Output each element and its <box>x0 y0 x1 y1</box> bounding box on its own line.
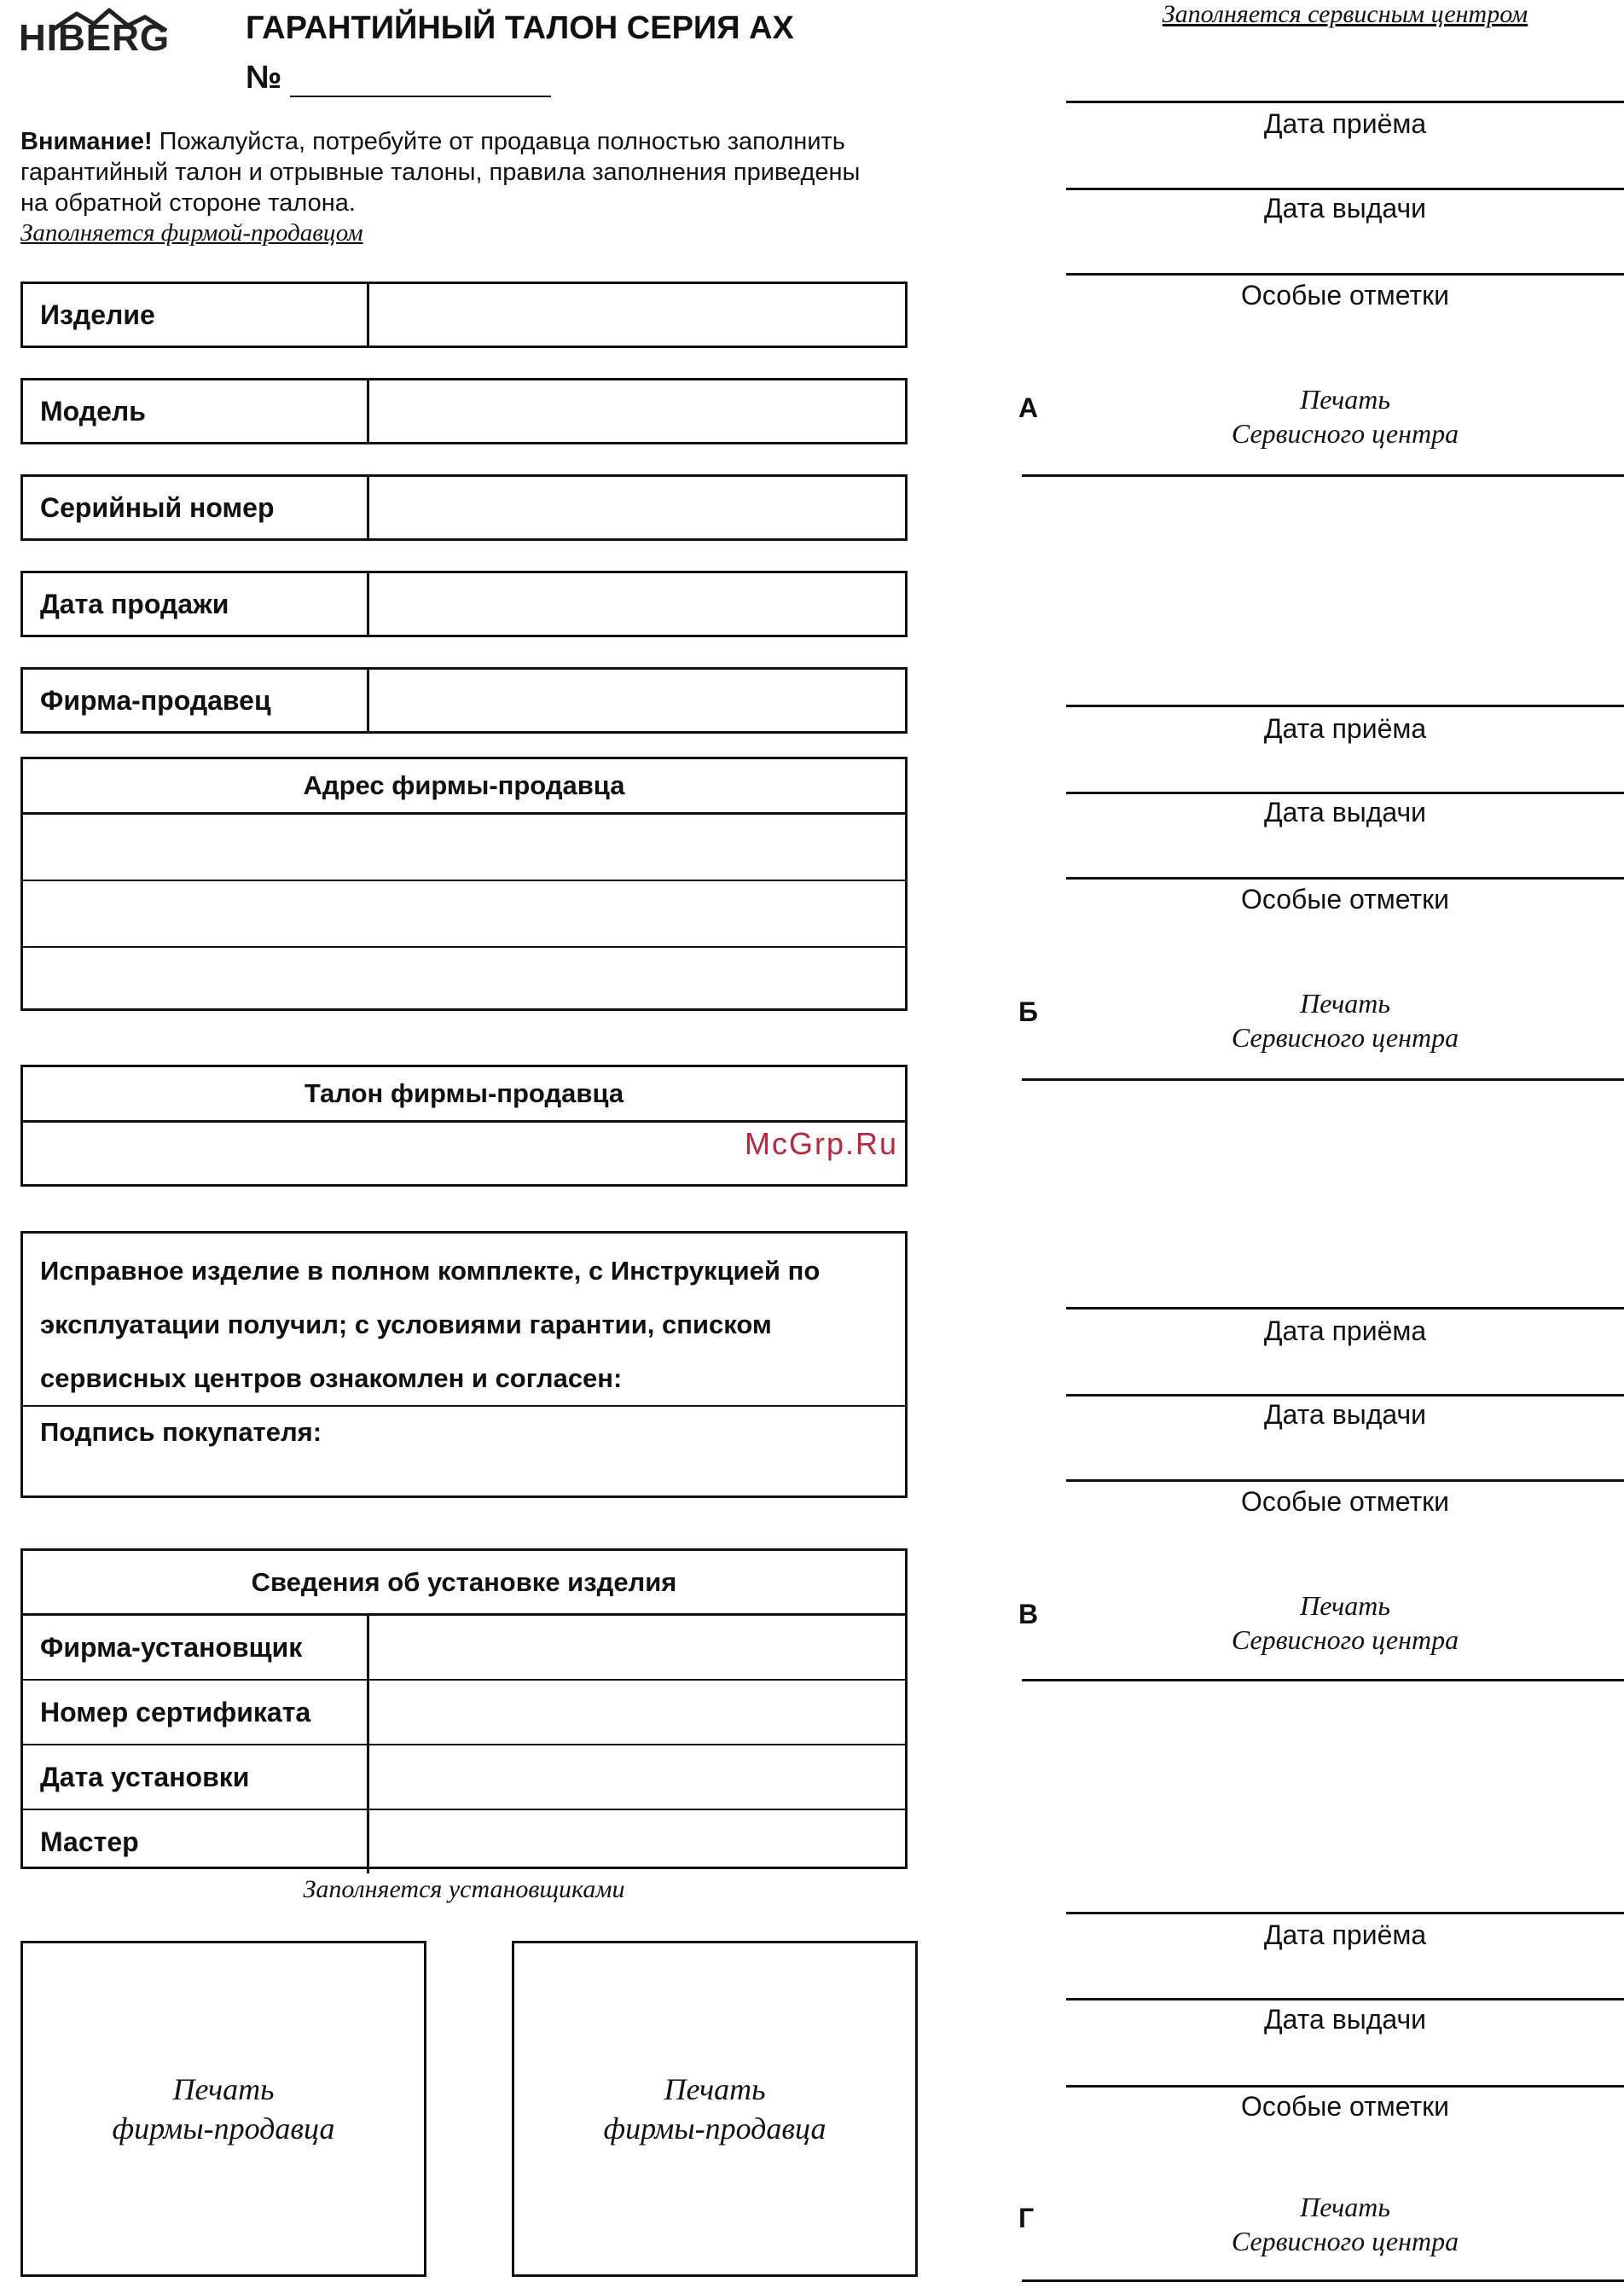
received-date-line[interactable] <box>1066 1912 1624 1914</box>
installation-row <box>23 1745 905 1810</box>
product-field[interactable] <box>369 284 905 346</box>
attention-word: Внимание! <box>20 128 153 155</box>
address-line-1[interactable] <box>23 815 905 881</box>
seller-coupon-field[interactable] <box>23 1123 905 1188</box>
field-label: Серийный номер <box>23 477 369 538</box>
field-row-seller <box>20 667 908 734</box>
notes-line[interactable] <box>1066 273 1624 276</box>
stamp-line1: Печать <box>1300 384 1390 415</box>
stamp-line2: Сервисного центра <box>1231 418 1459 449</box>
field-row-model <box>20 378 908 444</box>
service-stamp <box>1066 382 1624 450</box>
section-divider <box>1022 1078 1624 1081</box>
section-letter: В <box>1018 1599 1039 1629</box>
installation-row <box>23 1681 905 1745</box>
notes-line[interactable] <box>1066 877 1624 880</box>
notes-line[interactable] <box>1066 1479 1624 1482</box>
seller-address-table <box>20 757 908 1011</box>
stamp-line1: Печать <box>1300 988 1390 1019</box>
field-label: Фирма-продавец <box>23 670 369 731</box>
received-date-line[interactable] <box>1066 1307 1624 1310</box>
service-stamp <box>1066 2190 1624 2258</box>
seller-stamp-box-2 <box>512 1941 918 2277</box>
section-divider <box>1022 1679 1624 1681</box>
received-date-label: Дата приёма <box>1263 1919 1427 1950</box>
logo-text: HIBERG <box>19 17 171 59</box>
number-label: № <box>246 60 282 96</box>
installers-note: Заполняется установщиками <box>303 1875 625 1903</box>
issued-date-line[interactable] <box>1066 188 1624 190</box>
notes-label: Особые отметки <box>1240 2091 1450 2122</box>
installation-label: Номер сертификата <box>23 1681 369 1744</box>
received-date-line[interactable] <box>1066 101 1624 103</box>
field-row-sale-date <box>20 571 908 637</box>
watermark: McGrp.Ru <box>744 1126 898 1161</box>
stamp-line1: Печать <box>664 2072 766 2106</box>
field-label: Модель <box>23 380 369 442</box>
certificate-number-field[interactable] <box>369 1681 905 1744</box>
issued-date-line[interactable] <box>1066 792 1624 794</box>
declaration-box <box>20 1231 908 1498</box>
issued-date-label: Дата выдачи <box>1263 1399 1427 1430</box>
stamp-line2: Сервисного центра <box>1231 2226 1459 2256</box>
stamp-line1: Печать <box>172 2072 275 2106</box>
section-letter: А <box>1018 392 1039 423</box>
seller-fill-note: Заполняется фирмой-продавцом <box>20 219 363 247</box>
stamp-line1: Печать <box>1300 2192 1390 2222</box>
installation-row <box>23 1616 905 1681</box>
issued-date-line[interactable] <box>1066 1394 1624 1397</box>
installation-row <box>23 1810 905 1873</box>
seller-field[interactable] <box>369 670 905 731</box>
installation-date-field[interactable] <box>369 1745 905 1809</box>
master-field[interactable] <box>369 1810 905 1873</box>
installation-table <box>20 1548 908 1869</box>
address-line-2[interactable] <box>23 881 905 948</box>
notes-line[interactable] <box>1066 2085 1624 2088</box>
sale-date-field[interactable] <box>369 573 905 635</box>
received-date-line[interactable] <box>1066 705 1624 707</box>
installation-label: Дата установки <box>23 1745 369 1809</box>
seller-coupon-header: Талон фирмы-продавца <box>23 1067 905 1123</box>
stamp-line1: Печать <box>1300 1590 1390 1621</box>
declaration-text: Исправное изделие в полном комплекте, с Инструкцией по эксплуатации получил; с условиями гарантии, списком сервисных центров ознакомлен и согласен: <box>23 1234 905 1407</box>
stamp-line2: Сервисного центра <box>1231 1022 1459 1053</box>
seller-coupon-table <box>20 1065 908 1187</box>
section-divider <box>1022 474 1624 477</box>
field-label: Изделие <box>23 284 369 346</box>
issued-date-label: Дата выдачи <box>1263 193 1427 224</box>
service-fill-note: Заполняется сервисным центром <box>1162 0 1528 28</box>
seller-address-header: Адрес фирмы-продавца <box>23 759 905 815</box>
stamp-line2: фирмы-продавца <box>603 2111 826 2146</box>
notes-label: Особые отметки <box>1240 280 1450 311</box>
installation-header: Сведения об установке изделия <box>23 1551 905 1616</box>
attention-text: Пожалуйста, потребуйте от продавца полностью заполнить гарантийный талон и отрывные талоны, правила заполнения приведены на обратной стороне талона. <box>20 128 861 217</box>
issued-date-line[interactable] <box>1066 1998 1624 2001</box>
received-date-label: Дата приёма <box>1263 713 1427 744</box>
issued-date-label: Дата выдачи <box>1263 797 1427 828</box>
received-date-label: Дата приёма <box>1263 108 1427 139</box>
field-row-product <box>20 282 908 348</box>
service-stamp <box>1066 986 1624 1054</box>
installation-label: Фирма-установщик <box>23 1616 369 1679</box>
page-title: ГАРАНТИЙНЫЙ ТАЛОН СЕРИЯ АХ <box>246 10 794 46</box>
field-label: Дата продажи <box>23 573 369 635</box>
section-divider <box>1022 2279 1624 2282</box>
serial-number-field[interactable] <box>369 477 905 538</box>
number-field[interactable] <box>290 96 551 97</box>
seller-stamp-box-1 <box>20 1941 426 2277</box>
service-stamp <box>1066 1588 1624 1657</box>
signature-label: Подпись покупателя: <box>40 1417 322 1447</box>
field-row-serial <box>20 474 908 541</box>
installer-firm-field[interactable] <box>369 1616 905 1679</box>
received-date-label: Дата приёма <box>1263 1315 1427 1346</box>
issued-date-label: Дата выдачи <box>1263 2004 1427 2035</box>
installation-label: Мастер <box>23 1810 369 1873</box>
section-letter: Г <box>1018 2203 1035 2233</box>
notes-label: Особые отметки <box>1240 884 1450 915</box>
address-line-3[interactable] <box>23 948 905 1013</box>
model-field[interactable] <box>369 380 905 442</box>
stamp-line2: фирмы-продавца <box>112 2111 335 2146</box>
stamp-line2: Сервисного центра <box>1231 1624 1459 1655</box>
section-letter: Б <box>1018 996 1038 1027</box>
notes-label: Особые отметки <box>1240 1486 1450 1517</box>
attention-notice <box>20 126 873 218</box>
